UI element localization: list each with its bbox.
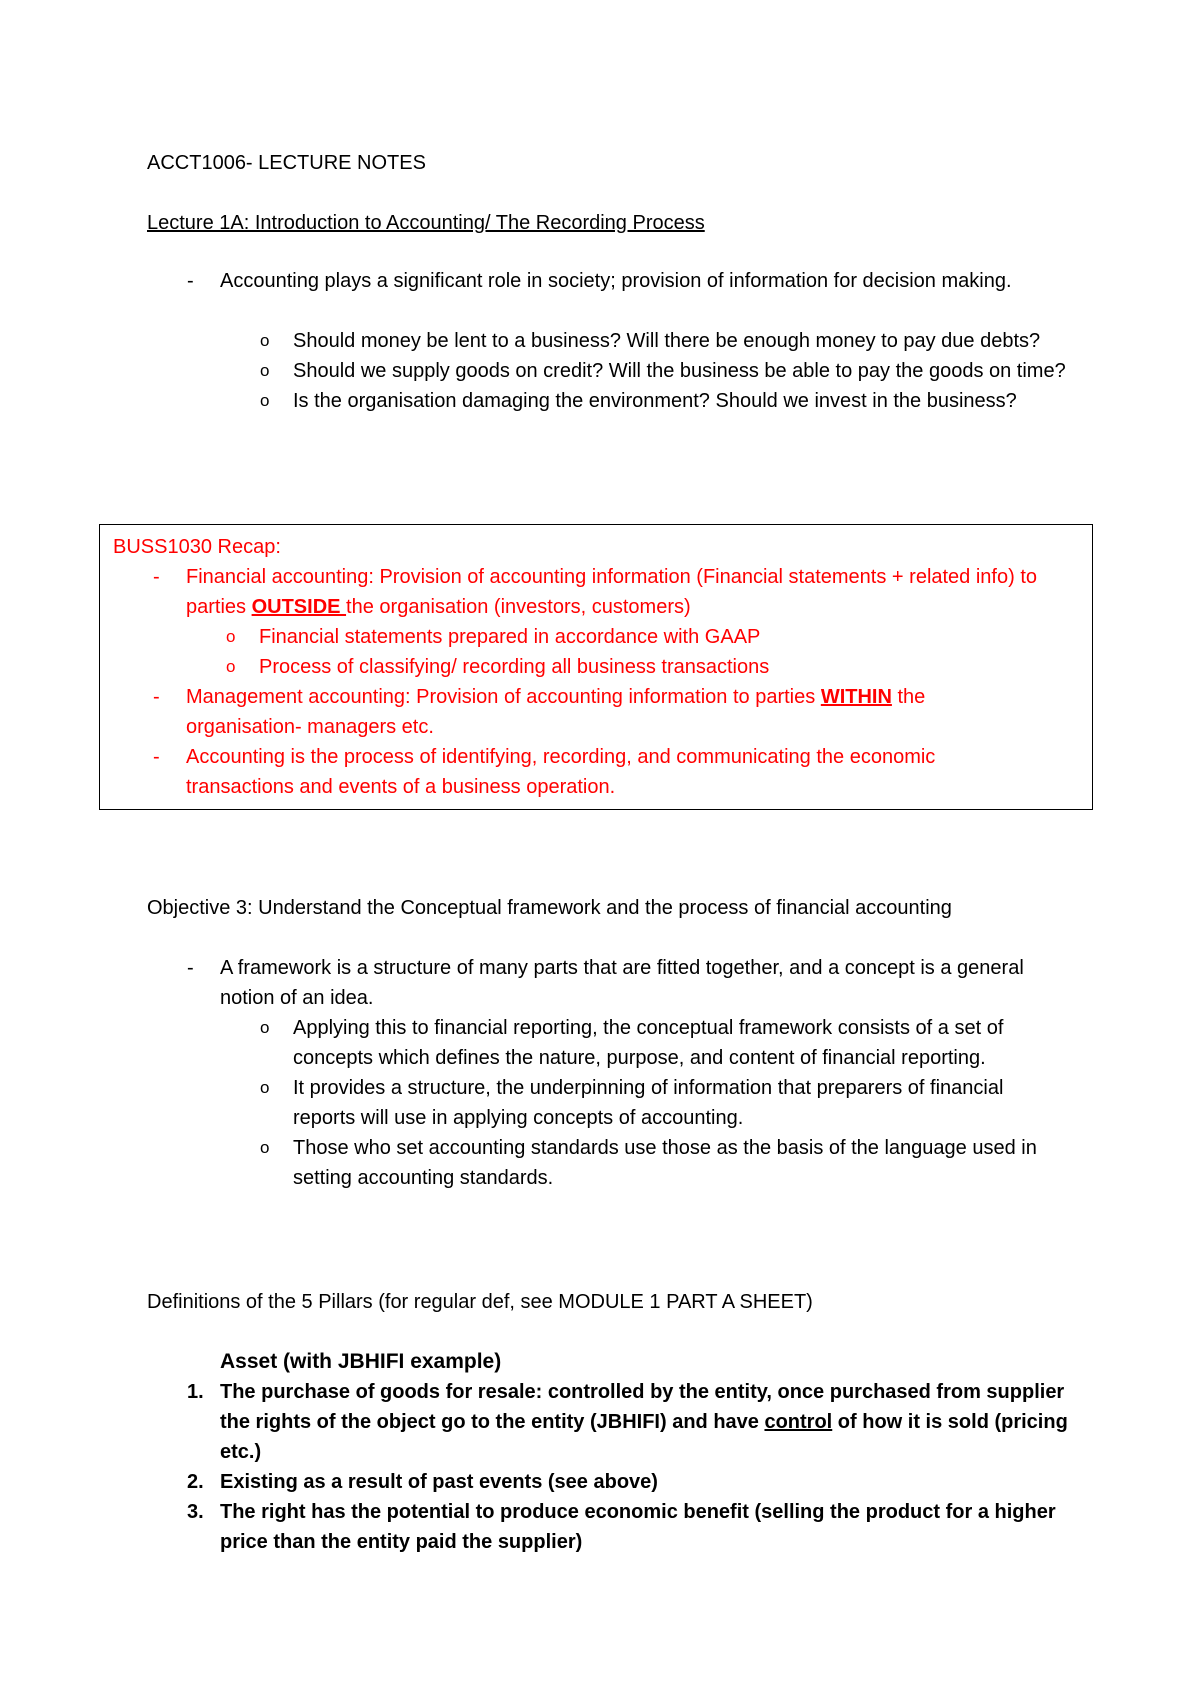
objective-subitem: o Applying this to financial reporting, the conceptual framework consists of a set of concepts which defines the nature, purpose, and content of financial reporting. (293, 1013, 1063, 1073)
circle-marker: o (260, 1078, 270, 1097)
intro-subitem: o Should money be lent to a business? Will there be enough money to pay due debts? (293, 326, 1073, 356)
emphasis-outside: OUTSIDE (251, 596, 347, 618)
intro-subitem: o Is the organisation damaging the environment? Should we invest in the business? (293, 386, 1073, 416)
number-marker: 3. (187, 1501, 204, 1523)
intro-list (187, 266, 1060, 296)
circle-marker: o (226, 657, 236, 676)
asset-list (187, 1377, 1070, 1557)
recap-item-financial: - Financial accounting: Provision of accounting information (Financial statements + related info) to parties OUTSIDE the organisation (investors, customers) (186, 562, 1066, 622)
objective-heading: Objective 3: Understand the Conceptual framework and the process of financial accounting (147, 897, 952, 919)
objective-sublist (260, 1013, 1063, 1193)
number-marker: 2. (187, 1471, 204, 1493)
recap-list-2 (153, 682, 1036, 802)
recap-title: BUSS1030 Recap: (113, 536, 281, 558)
recap-sublist (226, 622, 1059, 682)
asset-item: 3. The right has the potential to produce economic benefit (selling the product for a higher price than the entity paid the supplier) (220, 1497, 1070, 1557)
objective-bullet: - A framework is a structure of many parts that are fitted together, and a concept is a general notion of an idea. (220, 953, 1070, 1013)
dash-marker: - (153, 686, 160, 708)
recap-item-definition: - Accounting is the process of identifying, recording, and communicating the economic transactions and events of a business operation. (186, 742, 1036, 802)
recap-item-management: - Management accounting: Provision of accounting information to parties WITHIN the organisation- managers etc. (186, 682, 1036, 742)
dash-marker: - (187, 270, 194, 292)
dash-marker: - (153, 566, 160, 588)
objective-list (187, 953, 1070, 1013)
control-underlined: control (764, 1411, 833, 1433)
recap-subitem: o Process of classifying/ recording all business transactions (259, 652, 1059, 682)
intro-subitem: o Should we supply goods on credit? Will the business be able to pay the goods on time? (293, 356, 1073, 386)
circle-marker: o (260, 391, 270, 410)
asset-item: 1. The purchase of goods for resale: controlled by the entity, once purchased from supplier the rights of the object go to the entity (JBHIFI) and have control of how it is sold (pricing etc.) (220, 1377, 1070, 1467)
document-title: ACCT1006- LECTURE NOTES (147, 152, 426, 174)
emphasis-within: WITHIN (820, 686, 892, 708)
objective-subitem: o It provides a structure, the underpinning of information that preparers of financial reports will use in applying concepts of accounting. (293, 1073, 1063, 1133)
dash-marker: - (187, 957, 194, 979)
circle-marker: o (226, 627, 236, 646)
recap-list-1 (153, 562, 1066, 622)
pillars-heading: Definitions of the 5 Pillars (for regular def, see MODULE 1 PART A SHEET) (147, 1291, 813, 1313)
circle-marker: o (260, 361, 270, 380)
lecture-heading: Lecture 1A: Introduction to Accounting/ The Recording Process (147, 212, 705, 234)
recap-subitem: o Financial statements prepared in accordance with GAAP (259, 622, 1059, 652)
dash-marker: - (153, 746, 160, 768)
circle-marker: o (260, 331, 270, 350)
circle-marker: o (260, 1138, 270, 1157)
asset-heading: Asset (with JBHIFI example) (220, 1350, 502, 1373)
circle-marker: o (260, 1018, 270, 1037)
objective-subitem: o Those who set accounting standards use those as the basis of the language used in setting accounting standards. (293, 1133, 1063, 1193)
asset-item: 2. Existing as a result of past events (see above) (220, 1467, 1070, 1497)
intro-bullet (187, 266, 1060, 296)
number-marker: 1. (187, 1381, 204, 1403)
intro-sublist (260, 326, 1073, 416)
intro-bullet-text: Accounting plays a significant role in society; provision of information for decision making. (220, 270, 1012, 292)
